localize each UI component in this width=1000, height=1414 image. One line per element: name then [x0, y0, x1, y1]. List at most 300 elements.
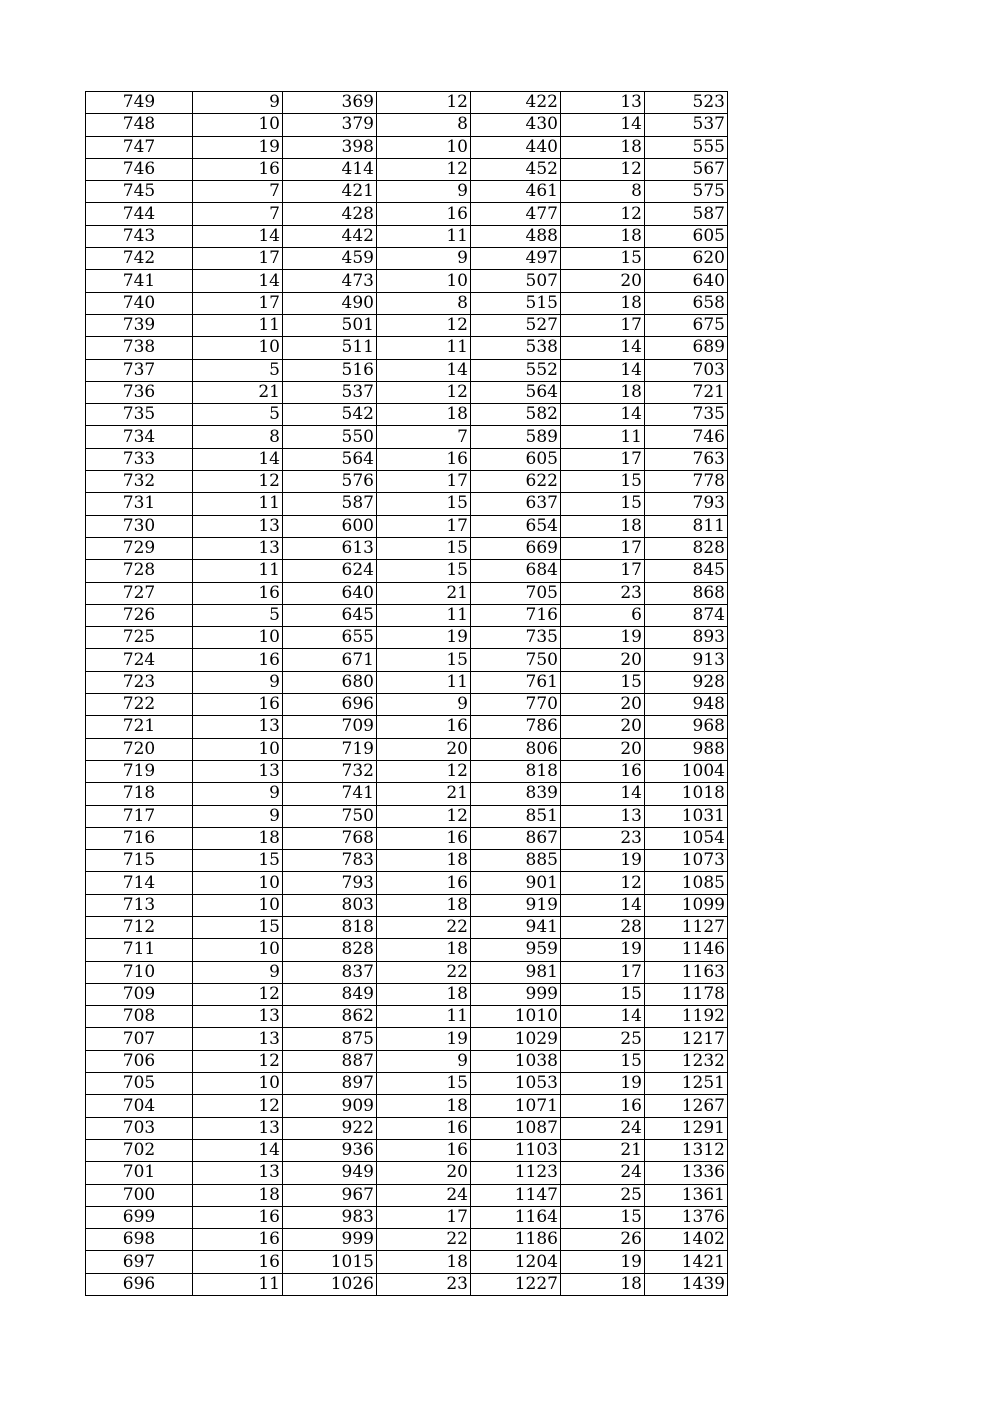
value-cell: 1376 [645, 1206, 728, 1228]
value-cell: 17 [561, 961, 645, 983]
value-cell: 7 [377, 426, 471, 448]
value-cell: 587 [645, 203, 728, 225]
value-cell: 875 [283, 1028, 377, 1050]
value-cell: 19 [377, 627, 471, 649]
table-row [86, 1073, 728, 1095]
table-row [86, 471, 728, 493]
value-cell: 15 [377, 493, 471, 515]
value-cell: 1123 [471, 1162, 561, 1184]
value-cell: 428 [283, 203, 377, 225]
score-cell: 740 [86, 292, 193, 314]
value-cell: 689 [645, 337, 728, 359]
value-cell: 11 [377, 1006, 471, 1028]
value-cell: 770 [471, 694, 561, 716]
value-cell: 839 [471, 783, 561, 805]
value-cell: 761 [471, 671, 561, 693]
value-cell: 527 [471, 314, 561, 336]
value-cell: 851 [471, 805, 561, 827]
value-cell: 9 [377, 694, 471, 716]
score-cell: 716 [86, 827, 193, 849]
score-cell: 727 [86, 582, 193, 604]
value-cell: 1251 [645, 1073, 728, 1095]
value-cell: 14 [193, 448, 283, 470]
value-cell: 1038 [471, 1050, 561, 1072]
value-cell: 1439 [645, 1273, 728, 1295]
value-cell: 5 [193, 404, 283, 426]
value-cell: 1217 [645, 1028, 728, 1050]
value-cell: 811 [645, 515, 728, 537]
value-cell: 778 [645, 471, 728, 493]
value-cell: 941 [471, 916, 561, 938]
value-cell: 15 [377, 537, 471, 559]
value-cell: 21 [561, 1139, 645, 1161]
table-row [86, 604, 728, 626]
table-row [86, 916, 728, 938]
value-cell: 18 [377, 983, 471, 1005]
value-cell: 735 [471, 627, 561, 649]
value-cell: 613 [283, 537, 377, 559]
table-row [86, 404, 728, 426]
value-cell: 18 [377, 1095, 471, 1117]
value-cell: 14 [561, 337, 645, 359]
table-row [86, 337, 728, 359]
value-cell: 981 [471, 961, 561, 983]
score-cell: 708 [86, 1006, 193, 1028]
value-cell: 552 [471, 359, 561, 381]
value-cell: 18 [377, 404, 471, 426]
table-row [86, 1095, 728, 1117]
value-cell: 11 [561, 426, 645, 448]
score-cell: 744 [86, 203, 193, 225]
value-cell: 16 [193, 582, 283, 604]
value-cell: 669 [471, 537, 561, 559]
value-cell: 640 [645, 270, 728, 292]
table-row [86, 694, 728, 716]
value-cell: 452 [471, 158, 561, 180]
value-cell: 897 [283, 1073, 377, 1095]
table-row [86, 560, 728, 582]
value-cell: 983 [283, 1206, 377, 1228]
value-cell: 10 [193, 872, 283, 894]
value-cell: 461 [471, 181, 561, 203]
value-cell: 1227 [471, 1273, 561, 1295]
value-cell: 18 [561, 292, 645, 314]
value-cell: 16 [377, 872, 471, 894]
value-cell: 14 [561, 404, 645, 426]
value-cell: 12 [193, 471, 283, 493]
value-cell: 17 [561, 560, 645, 582]
value-cell: 909 [283, 1095, 377, 1117]
value-cell: 6 [561, 604, 645, 626]
value-cell: 786 [471, 716, 561, 738]
value-cell: 654 [471, 515, 561, 537]
value-cell: 675 [645, 314, 728, 336]
value-cell: 845 [645, 560, 728, 582]
score-cell: 710 [86, 961, 193, 983]
score-cell: 721 [86, 716, 193, 738]
value-cell: 542 [283, 404, 377, 426]
value-cell: 885 [471, 850, 561, 872]
value-cell: 12 [377, 158, 471, 180]
value-cell: 1071 [471, 1095, 561, 1117]
value-cell: 15 [561, 493, 645, 515]
value-cell: 10 [193, 1073, 283, 1095]
value-cell: 516 [283, 359, 377, 381]
value-cell: 19 [561, 939, 645, 961]
score-cell: 707 [86, 1028, 193, 1050]
value-cell: 849 [283, 983, 377, 1005]
value-cell: 477 [471, 203, 561, 225]
value-cell: 8 [377, 292, 471, 314]
table-row [86, 894, 728, 916]
value-cell: 818 [283, 916, 377, 938]
value-cell: 369 [283, 92, 377, 114]
value-cell: 18 [193, 827, 283, 849]
value-cell: 14 [561, 783, 645, 805]
value-cell: 24 [561, 1162, 645, 1184]
score-cell: 728 [86, 560, 193, 582]
value-cell: 555 [645, 136, 728, 158]
value-cell: 20 [561, 716, 645, 738]
value-cell: 23 [377, 1273, 471, 1295]
value-cell: 511 [283, 337, 377, 359]
value-cell: 8 [561, 181, 645, 203]
value-cell: 14 [561, 894, 645, 916]
score-cell: 696 [86, 1273, 193, 1295]
value-cell: 550 [283, 426, 377, 448]
value-cell: 21 [377, 582, 471, 604]
score-cell: 742 [86, 248, 193, 270]
value-cell: 14 [561, 1006, 645, 1028]
value-cell: 7 [193, 181, 283, 203]
value-cell: 11 [193, 560, 283, 582]
value-cell: 10 [193, 939, 283, 961]
value-cell: 1018 [645, 783, 728, 805]
score-cell: 717 [86, 805, 193, 827]
value-cell: 1073 [645, 850, 728, 872]
value-cell: 12 [377, 92, 471, 114]
value-cell: 901 [471, 872, 561, 894]
score-cell: 715 [86, 850, 193, 872]
table-row [86, 248, 728, 270]
value-cell: 473 [283, 270, 377, 292]
value-cell: 13 [193, 537, 283, 559]
score-cell: 748 [86, 114, 193, 136]
value-cell: 18 [561, 381, 645, 403]
value-cell: 19 [561, 850, 645, 872]
value-cell: 1004 [645, 760, 728, 782]
value-cell: 13 [561, 92, 645, 114]
value-cell: 14 [193, 1139, 283, 1161]
value-cell: 17 [377, 1206, 471, 1228]
score-cell: 745 [86, 181, 193, 203]
score-cell: 741 [86, 270, 193, 292]
value-cell: 948 [645, 694, 728, 716]
value-cell: 22 [377, 916, 471, 938]
score-cell: 714 [86, 872, 193, 894]
value-cell: 936 [283, 1139, 377, 1161]
value-cell: 1336 [645, 1162, 728, 1184]
value-cell: 703 [645, 359, 728, 381]
value-cell: 564 [471, 381, 561, 403]
value-cell: 20 [377, 738, 471, 760]
value-cell: 959 [471, 939, 561, 961]
value-cell: 10 [377, 270, 471, 292]
value-cell: 17 [561, 448, 645, 470]
value-cell: 16 [561, 760, 645, 782]
value-cell: 19 [377, 1028, 471, 1050]
table-row [86, 381, 728, 403]
value-cell: 1010 [471, 1006, 561, 1028]
score-cell: 702 [86, 1139, 193, 1161]
value-cell: 15 [377, 560, 471, 582]
value-cell: 735 [645, 404, 728, 426]
value-cell: 640 [283, 582, 377, 604]
value-cell: 620 [645, 248, 728, 270]
score-cell: 712 [86, 916, 193, 938]
value-cell: 490 [283, 292, 377, 314]
value-cell: 15 [561, 248, 645, 270]
value-cell: 14 [193, 225, 283, 247]
value-cell: 20 [377, 1162, 471, 1184]
table-row [86, 872, 728, 894]
value-cell: 13 [193, 1162, 283, 1184]
value-cell: 15 [561, 1206, 645, 1228]
value-cell: 19 [193, 136, 283, 158]
value-cell: 575 [645, 181, 728, 203]
value-cell: 12 [561, 203, 645, 225]
value-cell: 746 [645, 426, 728, 448]
table-row [86, 671, 728, 693]
value-cell: 1053 [471, 1073, 561, 1095]
value-cell: 14 [193, 270, 283, 292]
score-cell: 731 [86, 493, 193, 515]
value-cell: 11 [377, 671, 471, 693]
value-cell: 18 [377, 939, 471, 961]
value-cell: 10 [193, 627, 283, 649]
table-row [86, 582, 728, 604]
value-cell: 949 [283, 1162, 377, 1184]
value-cell: 12 [377, 381, 471, 403]
table-row [86, 738, 728, 760]
value-cell: 11 [193, 1273, 283, 1295]
value-cell: 16 [193, 1251, 283, 1273]
value-cell: 968 [645, 716, 728, 738]
value-cell: 9 [193, 671, 283, 693]
table-row [86, 114, 728, 136]
value-cell: 1054 [645, 827, 728, 849]
value-cell: 999 [471, 983, 561, 1005]
value-cell: 1015 [283, 1251, 377, 1273]
value-cell: 9 [193, 961, 283, 983]
table-row [86, 760, 728, 782]
value-cell: 1031 [645, 805, 728, 827]
table-row [86, 1184, 728, 1206]
value-cell: 1029 [471, 1028, 561, 1050]
score-cell: 718 [86, 783, 193, 805]
value-cell: 828 [645, 537, 728, 559]
value-cell: 523 [645, 92, 728, 114]
value-cell: 1421 [645, 1251, 728, 1273]
value-cell: 15 [377, 649, 471, 671]
value-cell: 10 [193, 114, 283, 136]
value-cell: 20 [561, 270, 645, 292]
value-cell: 922 [283, 1117, 377, 1139]
value-cell: 13 [193, 716, 283, 738]
value-cell: 913 [645, 649, 728, 671]
value-cell: 20 [561, 649, 645, 671]
value-cell: 15 [561, 671, 645, 693]
score-cell: 720 [86, 738, 193, 760]
table-row [86, 1139, 728, 1161]
value-cell: 655 [283, 627, 377, 649]
value-cell: 24 [377, 1184, 471, 1206]
value-cell: 15 [377, 1073, 471, 1095]
value-cell: 537 [283, 381, 377, 403]
value-cell: 8 [193, 426, 283, 448]
value-cell: 887 [283, 1050, 377, 1072]
table-row [86, 1028, 728, 1050]
value-cell: 1402 [645, 1229, 728, 1251]
value-cell: 9 [193, 805, 283, 827]
score-cell: 732 [86, 471, 193, 493]
value-cell: 16 [377, 203, 471, 225]
score-cell: 749 [86, 92, 193, 114]
value-cell: 9 [377, 181, 471, 203]
table-row [86, 1050, 728, 1072]
value-cell: 637 [471, 493, 561, 515]
value-cell: 783 [283, 850, 377, 872]
table-row [86, 270, 728, 292]
score-cell: 724 [86, 649, 193, 671]
table-row [86, 961, 728, 983]
score-cell: 701 [86, 1162, 193, 1184]
score-cell: 735 [86, 404, 193, 426]
value-cell: 587 [283, 493, 377, 515]
value-cell: 589 [471, 426, 561, 448]
table-row [86, 537, 728, 559]
score-cell: 713 [86, 894, 193, 916]
value-cell: 1204 [471, 1251, 561, 1273]
value-cell: 600 [283, 515, 377, 537]
table-row [86, 983, 728, 1005]
value-cell: 24 [561, 1117, 645, 1139]
value-cell: 11 [193, 314, 283, 336]
table-row [86, 1229, 728, 1251]
value-cell: 11 [377, 337, 471, 359]
value-cell: 18 [561, 1273, 645, 1295]
value-cell: 9 [377, 248, 471, 270]
table-row [86, 1117, 728, 1139]
value-cell: 624 [283, 560, 377, 582]
table-row [86, 92, 728, 114]
score-cell: 705 [86, 1073, 193, 1095]
value-cell: 1232 [645, 1050, 728, 1072]
score-cell: 722 [86, 694, 193, 716]
table-row [86, 515, 728, 537]
value-cell: 11 [377, 225, 471, 247]
value-cell: 17 [193, 292, 283, 314]
table-row [86, 1251, 728, 1273]
table-row [86, 716, 728, 738]
value-cell: 750 [283, 805, 377, 827]
table-row [86, 1206, 728, 1228]
table-row [86, 203, 728, 225]
table-row [86, 1162, 728, 1184]
value-cell: 13 [193, 1117, 283, 1139]
score-cell: 719 [86, 760, 193, 782]
value-cell: 605 [471, 448, 561, 470]
value-cell: 12 [193, 1095, 283, 1117]
score-cell: 703 [86, 1117, 193, 1139]
value-cell: 818 [471, 760, 561, 782]
score-cell: 736 [86, 381, 193, 403]
value-cell: 18 [561, 515, 645, 537]
table-row [86, 181, 728, 203]
value-cell: 501 [283, 314, 377, 336]
table-row [86, 136, 728, 158]
value-cell: 22 [377, 1229, 471, 1251]
value-cell: 793 [283, 872, 377, 894]
value-cell: 732 [283, 760, 377, 782]
value-cell: 18 [377, 1251, 471, 1273]
value-cell: 17 [561, 314, 645, 336]
score-cell: 747 [86, 136, 193, 158]
table-row [86, 448, 728, 470]
score-table [85, 91, 728, 1296]
value-cell: 763 [645, 448, 728, 470]
value-cell: 21 [377, 783, 471, 805]
table-row [86, 627, 728, 649]
value-cell: 16 [377, 716, 471, 738]
score-cell: 729 [86, 537, 193, 559]
value-cell: 16 [377, 448, 471, 470]
value-cell: 9 [377, 1050, 471, 1072]
value-cell: 999 [283, 1229, 377, 1251]
score-cell: 697 [86, 1251, 193, 1273]
value-cell: 10 [193, 738, 283, 760]
score-cell: 725 [86, 627, 193, 649]
value-cell: 5 [193, 604, 283, 626]
value-cell: 1361 [645, 1184, 728, 1206]
table-row [86, 493, 728, 515]
value-cell: 658 [645, 292, 728, 314]
value-cell: 868 [645, 582, 728, 604]
score-cell: 700 [86, 1184, 193, 1206]
value-cell: 11 [193, 493, 283, 515]
value-cell: 862 [283, 1006, 377, 1028]
value-cell: 622 [471, 471, 561, 493]
score-cell: 738 [86, 337, 193, 359]
value-cell: 19 [561, 1073, 645, 1095]
value-cell: 1178 [645, 983, 728, 1005]
value-cell: 1087 [471, 1117, 561, 1139]
value-cell: 25 [561, 1184, 645, 1206]
value-cell: 709 [283, 716, 377, 738]
value-cell: 17 [377, 515, 471, 537]
value-cell: 605 [645, 225, 728, 247]
value-cell: 16 [377, 1139, 471, 1161]
value-cell: 16 [377, 1117, 471, 1139]
value-cell: 398 [283, 136, 377, 158]
value-cell: 696 [283, 694, 377, 716]
value-cell: 919 [471, 894, 561, 916]
value-cell: 17 [193, 248, 283, 270]
value-cell: 8 [377, 114, 471, 136]
value-cell: 1267 [645, 1095, 728, 1117]
value-cell: 16 [193, 1229, 283, 1251]
score-cell: 734 [86, 426, 193, 448]
